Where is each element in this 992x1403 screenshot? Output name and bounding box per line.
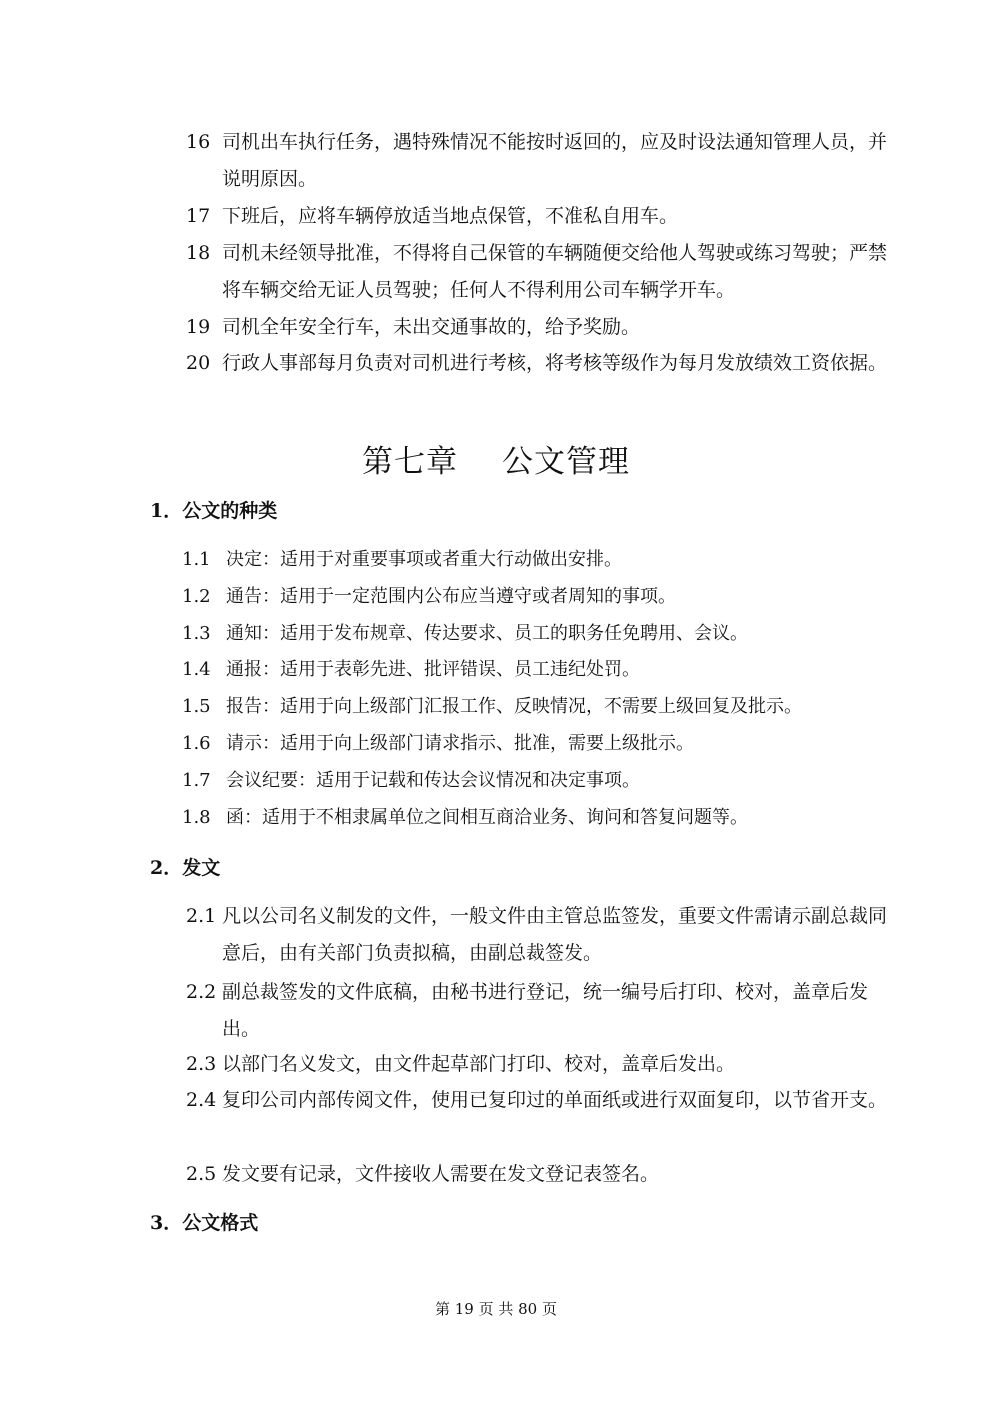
item-number: 2.2 [186,981,217,1003]
chapter-heading [0,436,992,481]
item-number: 1.2 [182,586,211,607]
item-text: 决定：适用于对重要事项或者重大行动做出安排。 [226,549,622,570]
item-text: 通告：适用于一定范围内公布应当遵守或者周知的事项。 [226,586,676,607]
item-text: 司机全年安全行车，未出交通事故的，给予奖励。 [222,316,641,338]
list-item [182,693,902,721]
list-item [182,620,902,648]
page-footer: 第 19 页 共 80 页 [434,1300,557,1318]
item-number: 1.3 [182,623,211,644]
list-item [186,974,896,1048]
list-item [182,730,902,758]
list-item [186,898,896,972]
item-number: 17 [186,205,211,227]
item-text: 凡以公司名义制发的文件，一般文件由主管总监签发，重要文件需请示副总裁同意后，由有关部门负责拟稿，由副总裁签发。 [222,905,888,964]
item-number: 2.3 [186,1053,217,1075]
item-text: 行政人事部每月负责对司机进行考核，将考核等级作为每月发放绩效工资依据。 [222,352,888,374]
chapter-number: 第七章 [362,444,458,480]
list-item [186,235,896,309]
item-number: 1.1 [182,549,211,570]
list-item [182,583,902,611]
item-number: 20 [186,352,211,374]
chapter-title: 公文管理 [502,444,630,480]
item-text: 司机未经领导批准，不得将自己保管的车辆随便交给他人驾驶或练习驾驶；严禁将车辆交给无证人员驾驶；任何人不得利用公司车辆学开车。 [222,242,888,301]
list-item [182,546,902,574]
item-text: 司机出车执行任务，遇特殊情况不能按时返回的，应及时设法通知管理人员，并说明原因。 [222,131,888,190]
item-number: 18 [186,242,211,264]
section-heading: 2．发文 [150,857,221,879]
list-item [186,124,896,198]
list-item [186,1156,896,1193]
item-number: 2.1 [186,905,217,927]
item-number: 2.4 [186,1089,217,1111]
list-item [186,309,896,346]
item-text: 以部门名义发文，由文件起草部门打印、校对，盖章后发出。 [222,1053,736,1075]
list-item [186,1046,896,1083]
item-number: 16 [186,131,211,153]
item-text: 函：适用于不相隶属单位之间相互商洽业务、询问和答复问题等。 [226,807,748,828]
section-heading: 1．公文的种类 [150,500,278,522]
item-text: 请示：适用于向上级部门请求指示、批准，需要上级批示。 [226,733,694,754]
item-text: 通知：适用于发布规章、传达要求、员工的职务任免聘用、会议。 [226,623,748,644]
item-text: 复印公司内部传阅文件，使用已复印过的单面纸或进行双面复印，以节省开支。 [222,1089,888,1111]
item-number: 1.5 [182,696,211,717]
item-number: 1.7 [182,770,211,791]
section-heading: 3．公文格式 [150,1212,259,1234]
item-text: 副总裁签发的文件底稿，由秘书进行登记，统一编号后打印、校对，盖章后发出。 [222,981,869,1040]
item-number: 2.5 [186,1163,217,1185]
item-text: 下班后，应将车辆停放适当地点保管，不准私自用车。 [222,205,679,227]
list-item [182,767,902,795]
item-text: 会议纪要：适用于记载和传达会议情况和决定事项。 [226,770,640,791]
list-item [182,804,902,832]
list-item [186,345,896,382]
list-item [182,656,902,684]
item-text: 报告：适用于向上级部门汇报工作、反映情况，不需要上级回复及批示。 [226,696,802,717]
item-number: 1.6 [182,733,211,754]
list-item [186,1082,896,1119]
item-number: 19 [186,316,211,338]
item-number: 1.8 [182,807,211,828]
item-text: 通报：适用于表彰先进、批评错误、员工违纪处罚。 [226,659,640,680]
item-text: 发文要有记录，文件接收人需要在发文登记表签名。 [222,1163,660,1185]
list-item [186,198,896,235]
item-number: 1.4 [182,659,211,680]
